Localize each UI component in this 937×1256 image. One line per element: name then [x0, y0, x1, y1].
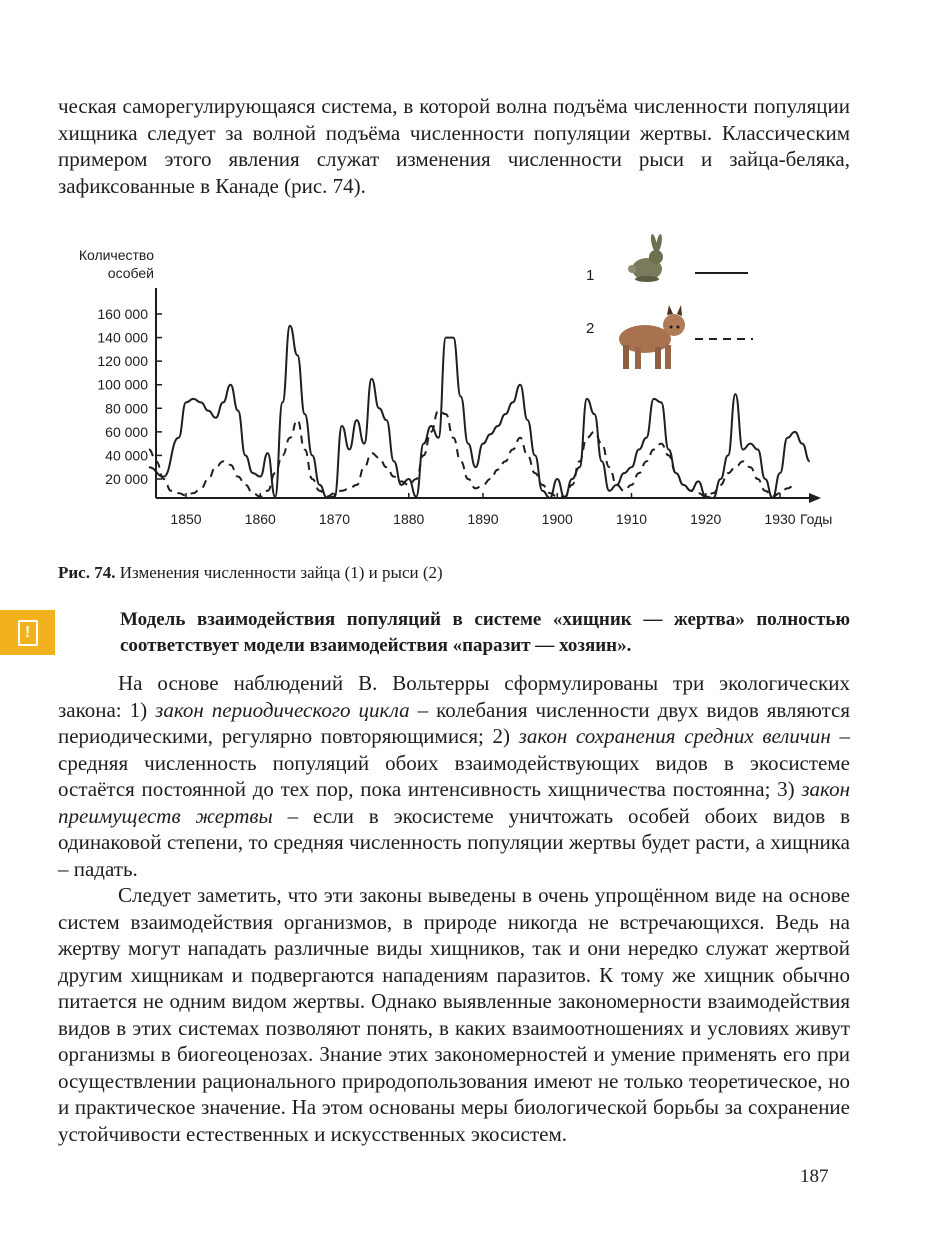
lynx-icon — [619, 305, 685, 369]
chart-svg — [58, 243, 858, 543]
y-tick-label: 160 000 — [97, 306, 148, 322]
x-axis-label: Годы — [800, 511, 833, 527]
y-axis-label: Количество — [78, 247, 154, 263]
population-chart — [58, 243, 858, 543]
legend-label-2: 2 — [586, 320, 595, 337]
x-tick-label: 1870 — [318, 511, 351, 527]
figure-caption — [58, 562, 850, 584]
x-tick-label: 1880 — [393, 511, 425, 527]
x-axis-arrow — [809, 493, 821, 503]
x-tick-label: 1900 — [541, 511, 573, 527]
body-paragraph-1 — [58, 670, 850, 882]
body-paragraph-2: Следует заметить, что эти законы выведены в очень упрощённом виде на основе систем взаимодействия организмов, в природе никогда не встречающихся. Ведь на жертву могут нападать различные виды хищников, так и они нередко служат жертвой другим хищникам и подвергаются нападениям паразитов. К тому же хищник обычно питается не одним видом жертвы. Однако выявленные закономерности взаимодействия видов в этих системах позволяют понять, в каких взаимоотношениях и условиях живут организмы в биогеоценозах. Знание этих закономерностей и умение применять его при осуществлении рационального природопользования имеют не только теоретическое, но и практическое значение. На этом основаны меры биологической борьбы за сохранение устойчивости естественных и искусственных экосистем. — [58, 883, 850, 1146]
body-p1-text-2: – колебания численности двух видов являются периодическими, регулярно повторяющимися; 2) — [58, 697, 851, 748]
hare-icon — [628, 234, 663, 282]
page-number: 187 — [800, 1166, 829, 1187]
y-tick-label: 100 000 — [97, 376, 148, 393]
intro-text: ческая саморегулирующаяся система, в которой волна подъёма численности популяции хищника следует за волной подъёма численности популяции жертвы. Классическим примером этого явления служат изменения численности рыси и зайца-беляка, зафиксованные в Канаде (рис. 74). — [58, 94, 850, 198]
chart-axes — [156, 288, 821, 503]
y-tick-label: 40 000 — [105, 447, 148, 464]
y-tick-label: 80 000 — [105, 400, 148, 417]
legend-label-1: 1 — [586, 267, 595, 284]
chart-series — [149, 326, 810, 498]
important-marker — [0, 610, 55, 655]
y-ticks — [97, 306, 162, 487]
body-p1-text-4: – если в экосистеме уничтожать особей обоих видов в одинаковой степени, то средняя численность популяции жертвы будет расти, а хищника – падать. — [58, 803, 850, 881]
x-tick-label: 1860 — [244, 511, 276, 527]
body-p1-text-3: – средняя численность популяций обоих взаимодействующих видов в экосистеме остаётся постоянной до тех пор, пока интенсивность хищничества постоянна; 3) — [58, 724, 850, 801]
body-text — [58, 670, 850, 1147]
x-tick-label: 1890 — [467, 511, 499, 527]
law-periodic-cycle: закон периодического цикла — [155, 697, 410, 722]
law-prey-advantage: закон преимуществ жертвы — [58, 777, 850, 828]
x-tick-label: 1850 — [170, 511, 202, 527]
body-p1-text-1: На основе наблюдений В. Вольтерры сформулированы три экологических закона: 1) — [58, 671, 850, 722]
x-tick-label: 1930 — [764, 511, 796, 527]
intro-paragraph — [58, 93, 850, 199]
y-tick-label: 140 000 — [97, 329, 148, 346]
hare-series-line — [149, 326, 810, 498]
caption-text: Изменения численности зайца (1) и рыси (2) — [115, 563, 443, 582]
y-tick-label: 60 000 — [105, 423, 148, 440]
caption-label: Рис. 74. — [58, 563, 116, 582]
x-tick-label: 1920 — [690, 511, 722, 527]
x-tick-label: 1910 — [615, 511, 648, 527]
exclamation-icon: ! — [18, 620, 38, 646]
y-tick-label: 20 000 — [105, 471, 148, 487]
y-axis-label-line2: особей — [107, 265, 154, 281]
chart-legend — [586, 234, 753, 369]
law-average-values: закон сохранения средних величин — [518, 724, 831, 748]
y-tick-label: 120 000 — [97, 353, 148, 370]
important-note: Модель взаимодействия популяций в системе «хищник — жертва» полностью соответствует модели взаимодействия «паразит — хозяин». — [120, 609, 850, 656]
